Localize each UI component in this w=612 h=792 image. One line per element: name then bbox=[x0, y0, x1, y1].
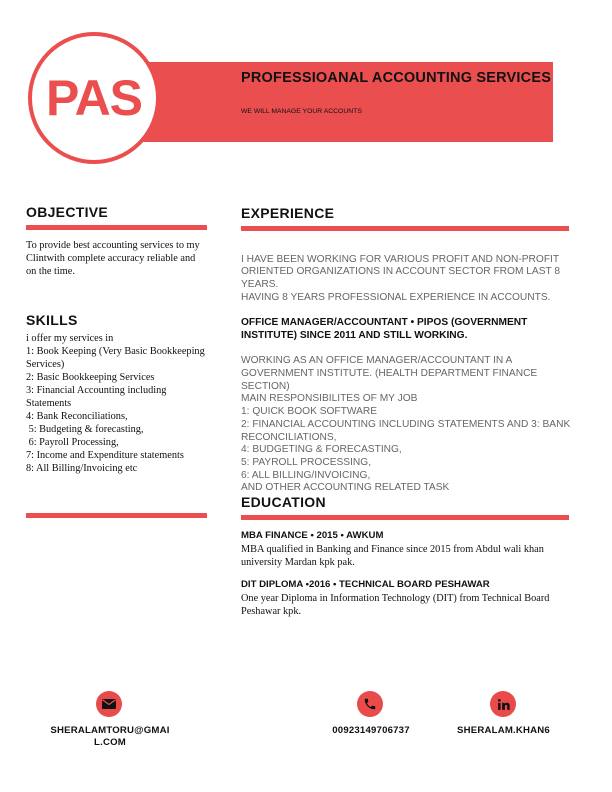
contact-email[interactable]: SHERALAMTORU@GMAI L.COM bbox=[50, 725, 170, 748]
education-list bbox=[241, 530, 571, 618]
company-title: PROFESSIOANAL ACCOUNTING SERVICES bbox=[241, 70, 552, 86]
objective-rule bbox=[26, 225, 207, 230]
email-icon[interactable] bbox=[96, 691, 122, 717]
experience-heading: EXPERIENCE bbox=[241, 205, 335, 221]
skill-item: 3: Financial Accounting including Statements bbox=[26, 385, 167, 409]
experience-rule bbox=[241, 226, 569, 231]
skill-item: 2: Basic Bookkeeping Services bbox=[26, 372, 155, 383]
experience-body bbox=[241, 241, 571, 508]
skill-item: 8: All Billing/Invoicing etc bbox=[26, 463, 138, 474]
skills-list bbox=[26, 345, 207, 475]
objective-heading: OBJECTIVE bbox=[26, 204, 109, 220]
phone-icon[interactable] bbox=[357, 691, 383, 717]
skills-intro: i offer my services in bbox=[26, 333, 114, 344]
skill-item: 7: Income and Expenditure statements bbox=[26, 450, 184, 461]
objective-text: To provide best accounting services to my Clintwith complete accuracy reliable and on the time. bbox=[26, 240, 200, 277]
skills-block bbox=[26, 332, 207, 475]
experience-intro: I HAVE BEEN WORKING FOR VARIOUS PROFIT AND NON-PROFIT ORIENTED ORGANIZATIONS IN ACCOUNT SECTOR FROM LAST 8 YEARS. HAVING 8 YEARS PROFESSIONAL EXPERIENCE IN ACCOUNTS. bbox=[241, 253, 561, 303]
education-text: MBA qualified in Banking and Finance since 2015 from Abdul wali khan university Mardan kpk pak. bbox=[241, 544, 544, 568]
skills-heading: SKILLS bbox=[26, 312, 78, 328]
experience-position: OFFICE MANAGER/ACCOUNTANT • PIPOS (GOVERNMENT INSTITUTE) SINCE 2011 AND STILL WORKING. bbox=[241, 317, 528, 341]
linkedin-icon[interactable] bbox=[490, 691, 516, 717]
monogram-text: PAS bbox=[45, 70, 143, 126]
skill-item: 6: Payroll Processing, bbox=[26, 437, 119, 448]
skill-item: 4: Bank Reconciliations, bbox=[26, 411, 128, 422]
skill-item: 1: Book Keeping (Very Basic Bookkeeping Services) bbox=[26, 346, 205, 370]
skills-rule bbox=[26, 513, 207, 518]
contact-linkedin[interactable]: SHERALAM.KHAN6 bbox=[457, 725, 550, 736]
education-rule bbox=[241, 515, 569, 520]
skill-item: 5: Budgeting & forecasting, bbox=[26, 424, 144, 435]
experience-description: WORKING AS AN OFFICE MANAGER/ACCOUNTANT IN A GOVERNMENT INSTITUTE. (HEALTH DEPARTMENT FINANCE SECTION) MAIN RESPONSIBILITES OF MY JOB 1: QUICK BOOK SOFTWARE 2: FINANCIAL ACCOUNTING INCLUDING STATEMENTS AND 3: BANK RECONCILIATIONS, 4: BUDGETING & FORECASTING, 5: PAYROLL PROCESSING, 6: ALL BILLING/INVOICING, AND OTHER ACCOUNTING RELATED TASK bbox=[241, 355, 571, 494]
contact-phone[interactable]: 00923149706737 bbox=[332, 725, 410, 736]
company-tagline: WE WILL MANAGE YOUR ACCOUNTS bbox=[241, 108, 362, 115]
education-title: MBA FINANCE • 2015 • AWKUM bbox=[241, 530, 384, 541]
education-text: One year Diploma in Information Technology (DIT) from Technical Board Peshawar kpk. bbox=[241, 593, 550, 617]
education-title: DIT DIPLOMA •2016 • TECHNICAL BOARD PESHAWAR bbox=[241, 579, 490, 590]
monogram-logo bbox=[28, 32, 160, 164]
education-heading: EDUCATION bbox=[241, 494, 326, 510]
